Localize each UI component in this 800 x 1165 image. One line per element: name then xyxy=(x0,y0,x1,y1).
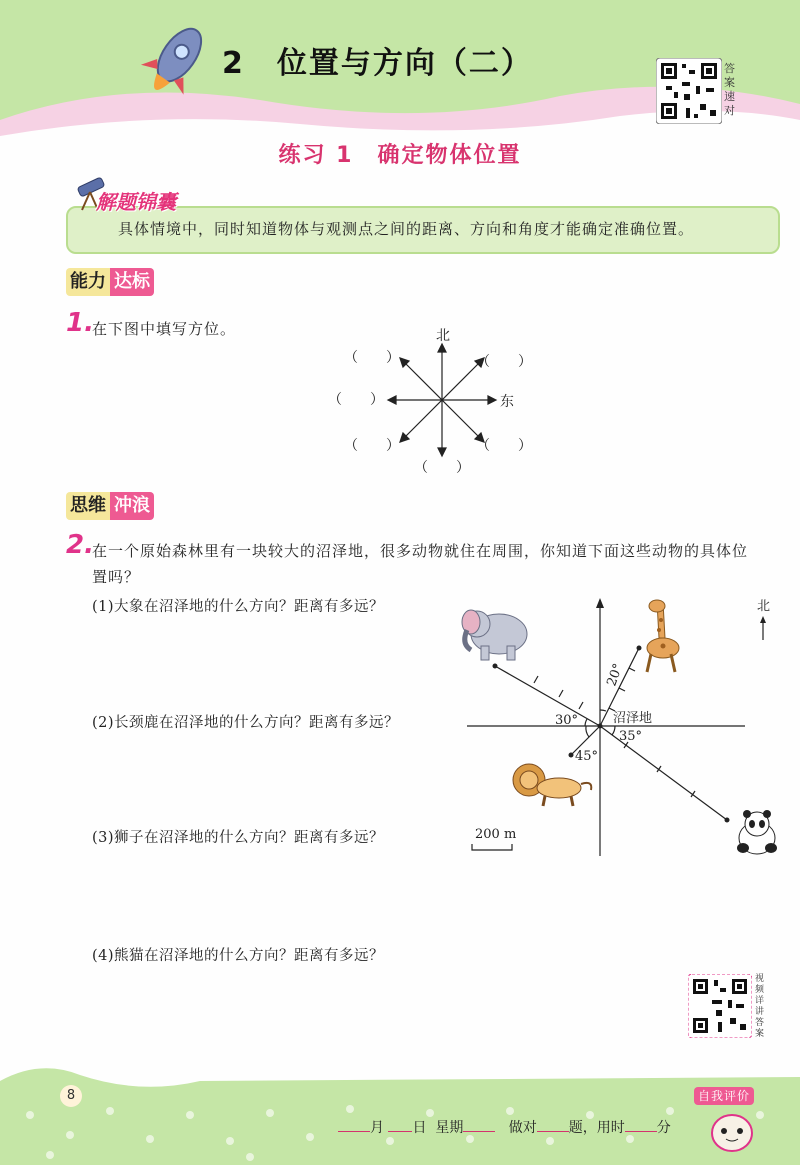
tips-text: 具体情境中，同时知道物体与观测点之间的距离、方向和角度才能确定准确位置。 xyxy=(118,220,695,238)
subquestion-3: (3)狮子在沼泽地的什么方向？距离有多远？ xyxy=(92,830,385,846)
unit-title: 2 位置与方向（二） xyxy=(222,46,533,81)
blank-month[interactable] xyxy=(338,1131,370,1132)
correct-label: 做对 xyxy=(508,1120,537,1136)
question-text: 在下图中填写方位。 xyxy=(92,320,237,338)
north-label: 北 xyxy=(436,328,450,344)
video-qr-label: 视频详讲答案 xyxy=(755,974,765,1039)
mascot-icon xyxy=(712,1115,752,1151)
tips-label: 解题锦囊 xyxy=(96,190,176,214)
subquestion-4: (4)熊猫在沼泽地的什么方向？距离有多远？ xyxy=(92,948,385,964)
blank-northeast: （ ） xyxy=(476,354,532,370)
panda-icon xyxy=(737,810,777,854)
blank-weekday[interactable] xyxy=(463,1131,495,1132)
angle-elephant: 30° xyxy=(555,713,579,728)
self-evaluation-badge: 自我评价 xyxy=(694,1087,754,1105)
month-label: 月 xyxy=(370,1120,384,1136)
question-text-cont: 置吗？ xyxy=(92,568,141,586)
questions-time-label: 题，用时 xyxy=(568,1120,625,1136)
blank-correct[interactable] xyxy=(537,1131,569,1132)
map-diagram xyxy=(455,592,800,867)
section-tag-part1: 思维 xyxy=(66,492,110,520)
subquestion-1: (1)大象在沼泽地的什么方向？距离有多远？ xyxy=(92,599,385,615)
blank-west: （ ） xyxy=(328,392,384,408)
section-tag-thinking xyxy=(66,492,154,520)
map-north-label: 北 xyxy=(757,599,771,614)
minutes-label: 分 xyxy=(656,1120,671,1136)
east-label: 东 xyxy=(500,394,514,410)
question-number: 1. xyxy=(66,308,94,338)
section-tag-part2: 冲浪 xyxy=(110,492,154,520)
section-tag-ability xyxy=(66,268,154,296)
lesson-title: 练习 1 确定物体位置 xyxy=(278,143,522,168)
lion-icon xyxy=(513,764,591,806)
compass-diagram xyxy=(300,326,560,486)
blank-southwest: （ ） xyxy=(344,438,400,454)
scale-label: 200 m xyxy=(475,827,517,842)
day-label: 日 xyxy=(412,1120,427,1136)
angle-giraffe: 20° xyxy=(604,661,627,689)
footer-band xyxy=(0,1055,800,1165)
elephant-icon xyxy=(462,610,527,660)
map-center-label: 沼泽地 xyxy=(613,711,653,726)
blank-day[interactable] xyxy=(388,1131,412,1132)
blank-southeast: （ ） xyxy=(476,438,532,454)
angle-panda: 35° xyxy=(619,729,643,744)
angle-lion: 45° xyxy=(575,749,599,764)
giraffe-icon xyxy=(647,600,679,672)
qr-label: 答案速对 xyxy=(724,62,735,117)
blank-northwest: （ ） xyxy=(344,350,400,366)
question-text: 在一个原始森林里有一块较大的沼泽地，很多动物就住在周围，你知道下面这些动物的具体位 xyxy=(92,542,749,560)
page-number: 8 xyxy=(60,1085,82,1107)
qr-code-icon[interactable] xyxy=(656,58,722,124)
blank-time[interactable] xyxy=(625,1131,657,1132)
weekday-label: 星期 xyxy=(435,1120,464,1136)
footer-record-line xyxy=(338,1117,671,1137)
blank-south: （ ） xyxy=(414,460,470,476)
section-tag-part1: 能力 xyxy=(66,268,110,296)
question-number: 2. xyxy=(66,530,94,560)
section-tag-part2: 达标 xyxy=(110,268,154,296)
video-qr-code-icon[interactable] xyxy=(688,974,752,1038)
subquestion-2: (2)长颈鹿在沼泽地的什么方向？距离有多远？ xyxy=(92,715,400,731)
